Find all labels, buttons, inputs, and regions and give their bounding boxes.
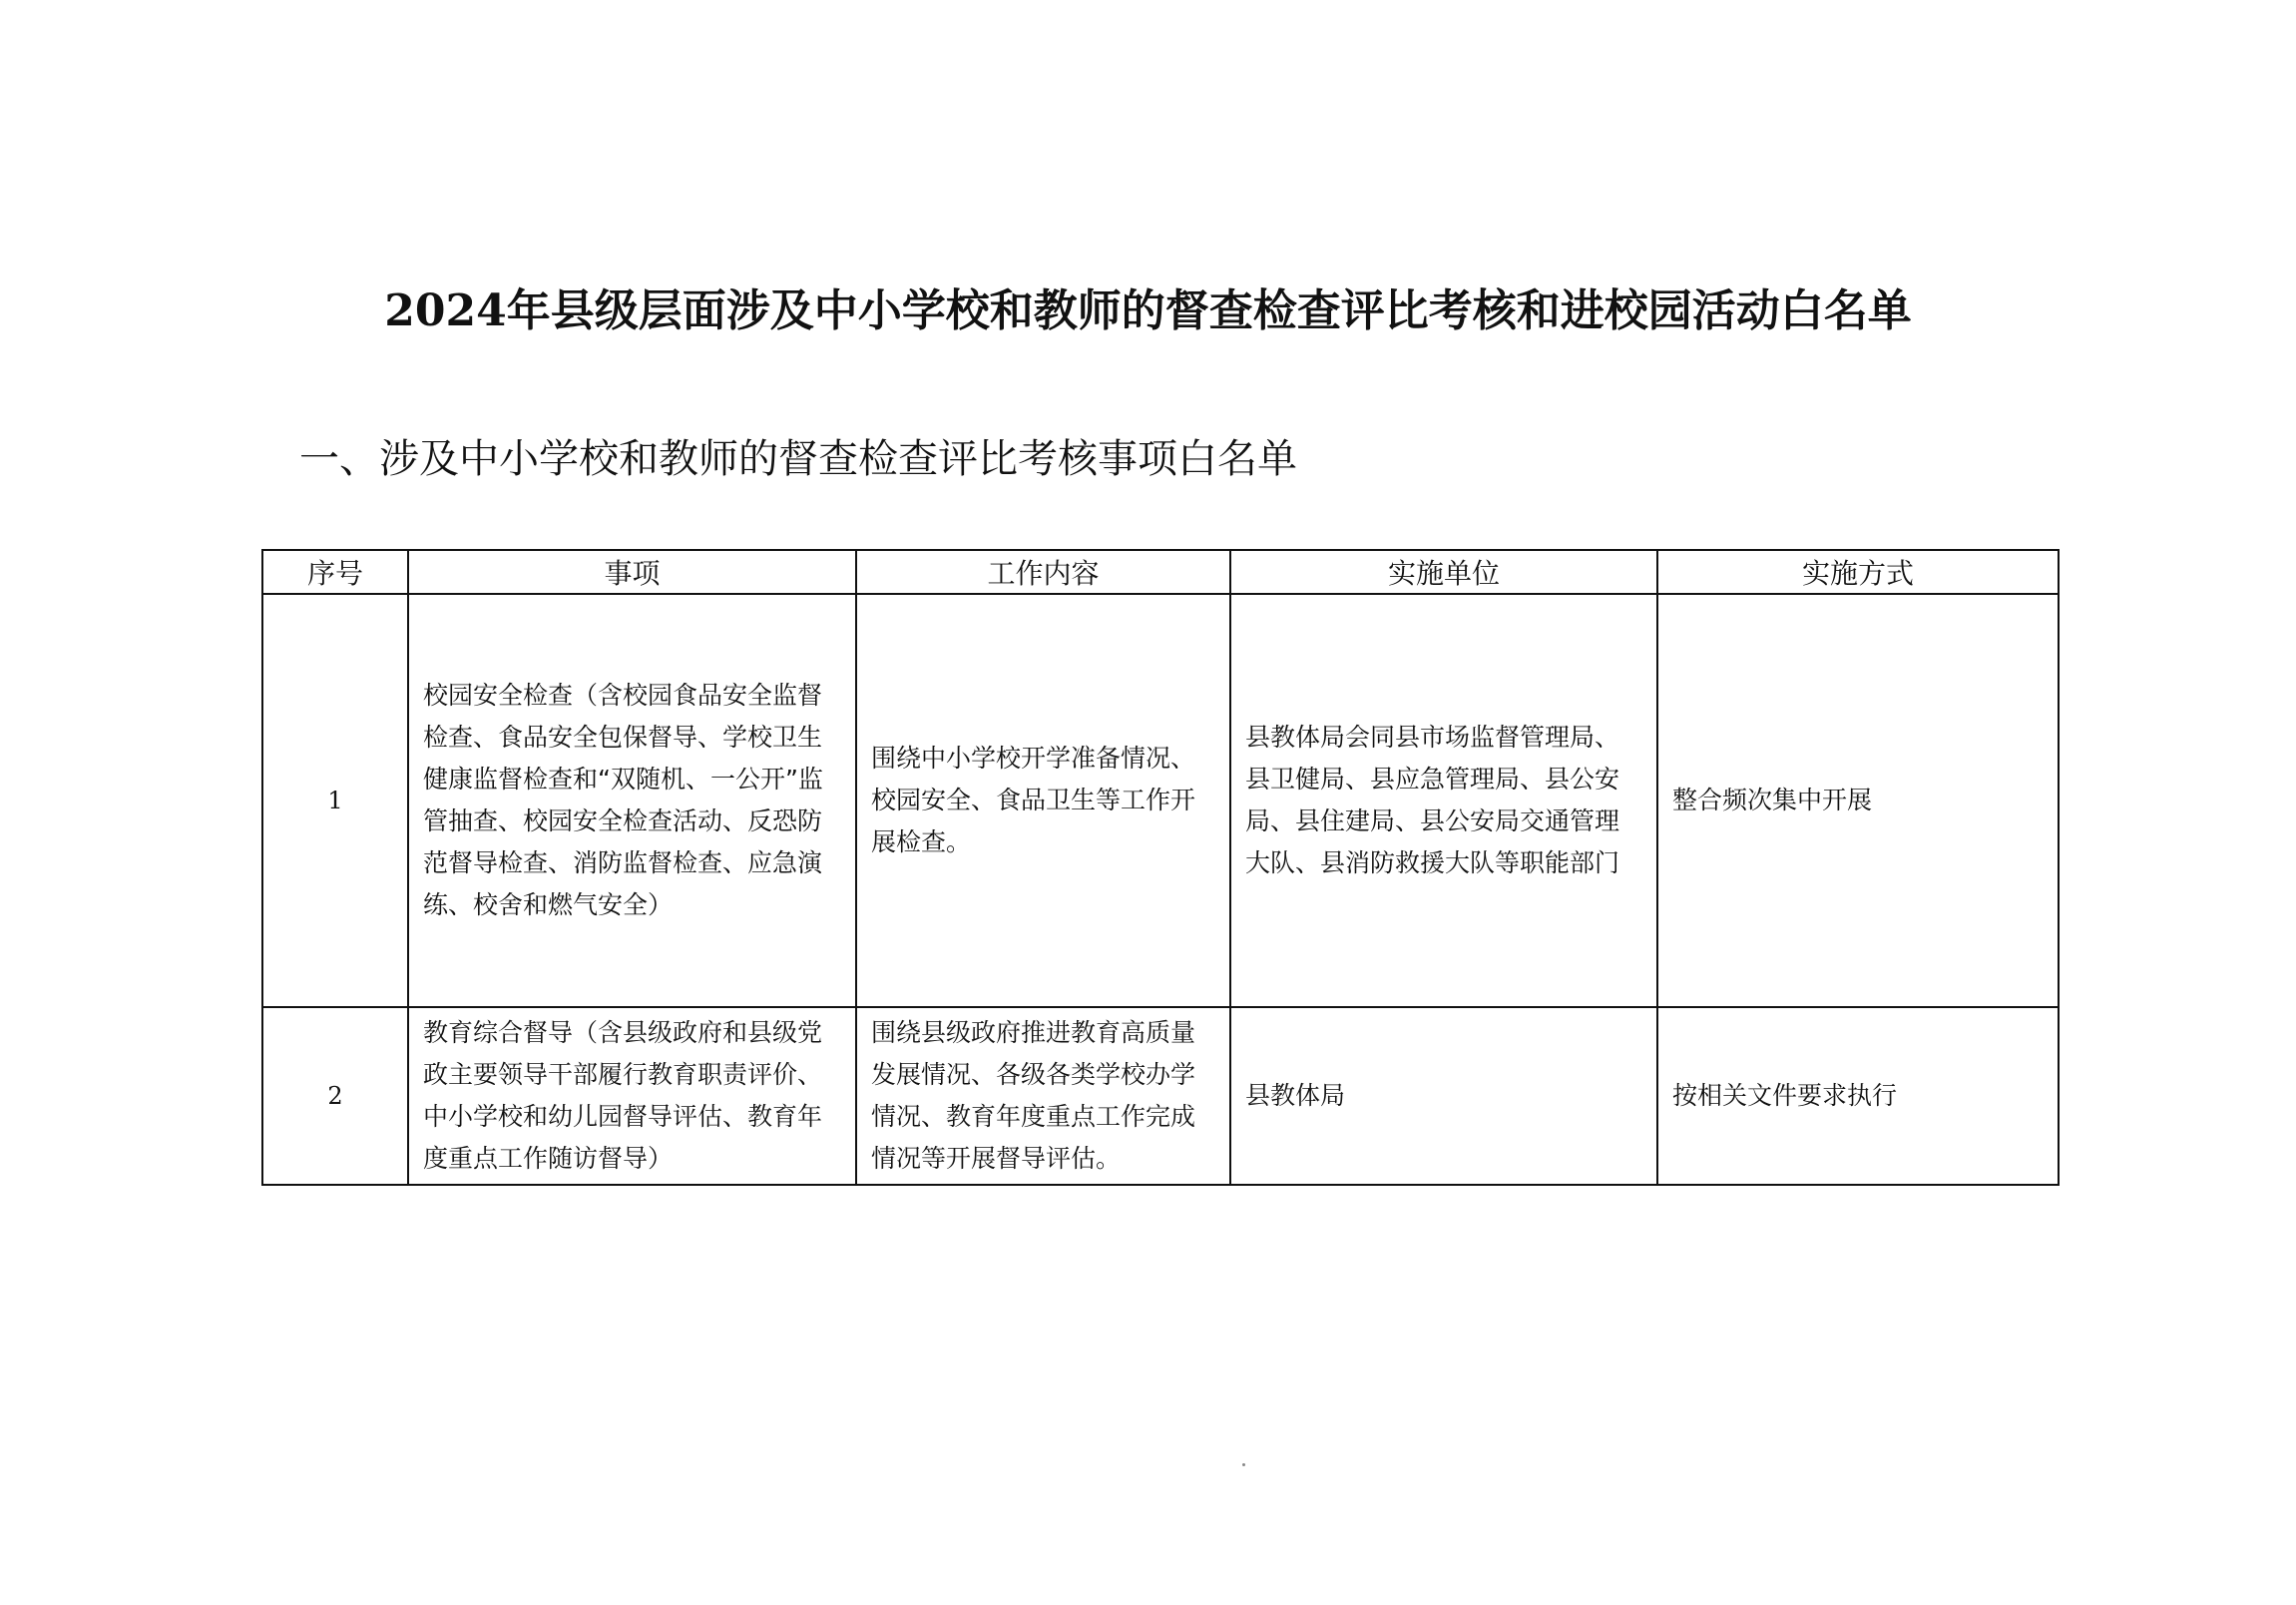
header-item: 事项 [408, 550, 856, 594]
cell-item: 校园安全检查（含校园食品安全监督检查、食品安全包保督导、学校卫生健康监督检查和“双随机、一公开”监管抽查、校园安全检查活动、反恐防范督导检查、消防监督检查、应急演练、校舍和燃气安全） [408, 594, 856, 1007]
table-row [262, 1007, 2059, 1185]
page-title: 2024年县级层面涉及中小学校和教师的督查检查评比考核和进校园活动白名单 [384, 285, 1912, 336]
section-heading: 一、涉及中小学校和教师的督查检查评比考核事项白名单 [299, 436, 1297, 482]
cell-content: 围绕县级政府推进教育高质量发展情况、各级各类学校办学情况、教育年度重点工作完成情况等开展督导评估。 [856, 1007, 1230, 1185]
header-unit: 实施单位 [1230, 550, 1657, 594]
cell-item: 教育综合督导（含县级政府和县级党政主要领导干部履行教育职责评价、中小学校和幼儿园督导评估、教育年度重点工作随访督导） [408, 1007, 856, 1185]
cell-unit: 县教体局 [1230, 1007, 1657, 1185]
cell-seq: 2 [262, 1007, 408, 1185]
cell-method: 整合频次集中开展 [1657, 594, 2059, 1007]
header-method: 实施方式 [1657, 550, 2059, 594]
header-seq: 序号 [262, 550, 408, 594]
header-content: 工作内容 [856, 550, 1230, 594]
cell-content: 围绕中小学校开学准备情况、校园安全、食品卫生等工作开展检查。 [856, 594, 1230, 1007]
cell-method: 按相关文件要求执行 [1657, 1007, 2059, 1185]
cell-unit: 县教体局会同县市场监督管理局、县卫健局、县应急管理局、县公安局、县住建局、县公安局交通管理大队、县消防救援大队等职能部门 [1230, 594, 1657, 1007]
table-header-row [262, 550, 2059, 594]
whitelist-table [261, 549, 2060, 1186]
table-row [262, 594, 2059, 1007]
scan-speck [1242, 1463, 1245, 1466]
cell-seq: 1 [262, 594, 408, 1007]
